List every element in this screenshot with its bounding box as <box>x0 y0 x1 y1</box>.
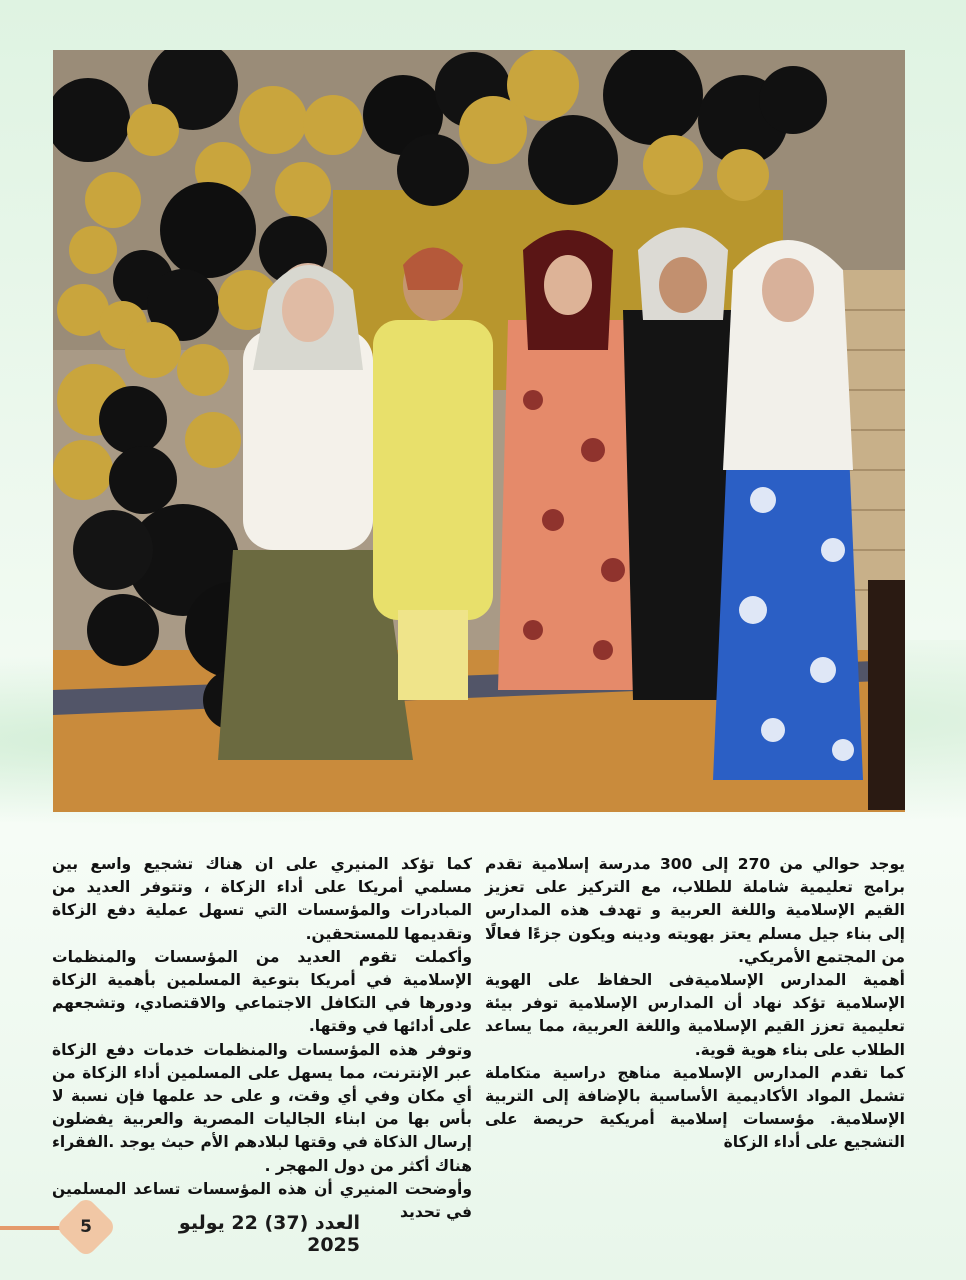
article-right-column <box>485 853 905 1155</box>
paragraph: كما تقدم المدارس الإسلامية مناهج دراسية متكاملة تشمل المواد الأكاديمية الأساسية بالإضافة إلى التربية الإسلامية. مؤسسات إسلامية أمريكية حريصة على التشجيع على أداء الزكاة <box>485 1063 905 1152</box>
article-photo <box>53 50 905 812</box>
article-left-column <box>52 853 472 1224</box>
footer-accent-line <box>0 1226 66 1230</box>
paragraph: وأكملت تقوم العديد من المؤسسات والمنظمات الإسلامية في أمريكا بتوعية المسلمين بأهمية الزكاة ودورها في التكافل الاجتماعي والاقتصادي، وتشجعهم على أدائها في وقتها. <box>52 947 472 1036</box>
paragraph: أهمية المدارس الإسلاميةفى الحفاظ على الهوية الإسلامية تؤكد نهاد أن المدارس الإسلامية توفر بيئة تعليمية تعزز القيم الإسلامية واللغة العربية، مما يساعد الطلاب على بناء هوية قوية. <box>485 971 905 1059</box>
paragraph: كما تؤكد المنيري على ان هناك تشجيع واسع بين مسلمي أمريكا على أداء الزكاة ، وتتوفر العديد من المبادرات والمؤسسات التي تسهل عملية دفع الزكاة وتقديمها للمستحقين. <box>52 855 472 943</box>
issue-date: العدد (37) 22 يوليو 2025 <box>178 1212 360 1256</box>
page-number: 5 <box>80 1217 92 1237</box>
paragraph: وتوفر هذه المؤسسات والمنظمات خدمات دفع الزكاة عبر الإنترنت، مما يسهل على المسلمين أداء الزكاة من أي مكان وفي أي وقت، و على حد علمها فإن نسبة لا بأس بها من ابناء الجاليات المصرية والعربية يفضلون إرسال الذكاة في وقتها لبلادهم الأم حيث يوجد .الفقراء هناك أكثر من دول المهجر . <box>52 1040 472 1175</box>
paragraph: وأوضحت المنيري أن هذه المؤسسات تساعد المسلمين في تحديد <box>52 1179 472 1222</box>
paragraph: يوجد حوالي من 270 إلى 300 مدرسة إسلامية تقدم برامج تعليمية شاملة للطلاب، مع التركيز على تعزيز القيم الإسلامية واللغة العربية و تهدف هذه المدارس إلى بناء جيل مسلم يعتز بهويته ودينه ويكون جزءًا فعالًا من المجتمع الأمريكي. <box>485 855 905 966</box>
